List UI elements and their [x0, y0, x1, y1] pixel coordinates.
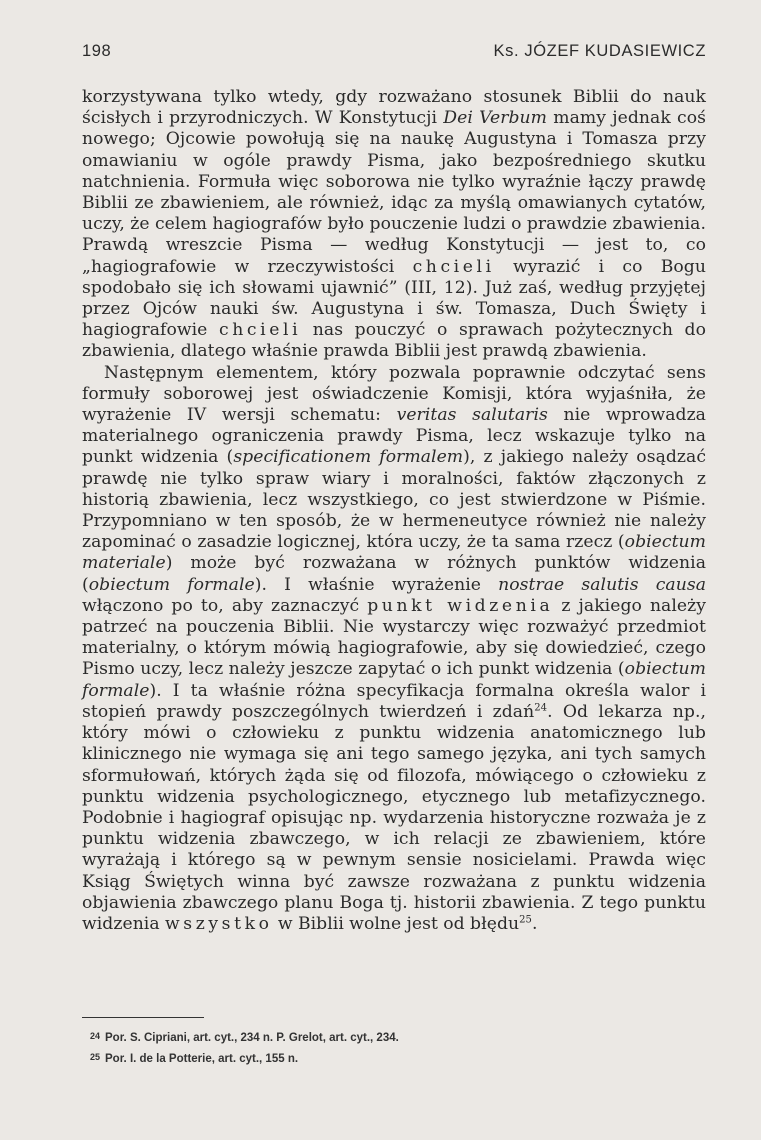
spaced-run: punkt widzenia [367, 595, 554, 616]
footnote-text: Por. S. Cipriani, art. cyt., 234 n. P. Grelot, art. cyt., 234. [105, 1032, 399, 1044]
text-run: wyrazić i co Bogu spodobało się ich słowami ujawnić” (III, 12). Już zaś, według przyjętej przez Ojców nauki św. Augustyna i św. Tomasza, Duch Święty i hagiografowie [82, 256, 706, 341]
text-run: ). I ta właśnie różna specyfikacja formalna określa walor i stopień prawdy poszczególnych twierdzeń i zdań [82, 680, 706, 722]
footnote-text: Por. I. de la Potterie, art. cyt., 155 n. [105, 1053, 299, 1065]
paragraph-2 [82, 363, 706, 935]
spaced-run: chcieli [218, 320, 302, 341]
footnote-ref-24[interactable]: 24 [534, 702, 548, 714]
text-run: nas pouczyć o sprawach pożytecznych do zbawienia, dlatego właśnie prawda Biblii jest prawdą zbawienia. [82, 320, 707, 362]
text-run: ) może być rozważana w różnych punktów widzenia ( [82, 553, 706, 595]
text-run: z jakiego należy patrzeć na pouczenia Biblii. Nie wystarczy więc rozważyć przedmiot materialny, o którym mówią hagiografowie, aby się dowiedzieć, czego Pismo uczy, lecz należy jeszcze zapytać o ich punkt widzenia ( [82, 595, 706, 680]
italic-run: specificationem formalem [233, 447, 464, 468]
italic-run: nostrae salutis causa [498, 574, 706, 595]
footnote-24 [82, 1027, 682, 1048]
text-run: korzystywana tylko wtedy, gdy rozważano stosunek Biblii do nauk ścisłych i przyrodniczych. W Konstytucji [82, 87, 706, 129]
footnote-number: 25 [90, 1052, 101, 1062]
text-run: . Od lekarza np., który mówi o człowieku z punktu widzenia anatomicznego lub klinicznego nie wymaga się ani tego samego języka, ani tych samych sformułowań, których żąda się od filozofa, mówiącego o człowieku z punktu widzenia psychologicznego, etycznego lub metafizycznego. Podobnie i hagiograf opisując np. wydarzenia historyczne rozważa je z punktu widzenia zbawczego, w ich relacji ze zbawieniem, które wyrażają i którego są w pewnym sensie nosicielami. Prawda więc Ksiąg Świętych winna być zawsze rozważana z punktu widzenia objawienia zbawczego planu Boga tj. historii zbawienia. Z tego punktu widzenia [82, 701, 707, 934]
italic-run: obiectum formale [82, 659, 706, 701]
page-header [82, 42, 706, 66]
paragraph-1 [82, 87, 706, 363]
text-run: nie wprowadza materialnego ograniczenia prawdy Pisma, lecz wskazuje tylko na punkt widzenia ( [82, 405, 706, 468]
text-run: ). I właśnie wyrażenie [254, 574, 499, 595]
text-run: w Biblii wolne jest od błędu [272, 913, 520, 934]
text-run: włączono po to, aby zaznaczyć [82, 595, 368, 616]
text-run: Następnym elementem, który pozwala poprawnie odczytać sens formuły soborowej jest oświadczenie Komisji, która wyjaśniła, że wyrażenie IV wersji schematu: [82, 362, 706, 426]
spaced-run: wszystko [164, 913, 273, 934]
italic-run: obiectum materiale [82, 532, 706, 574]
running-head: Ks. JÓZEF KUDASIEWICZ [493, 42, 706, 60]
italic-run: veritas salutaris [396, 405, 548, 426]
text-run: mamy jednak coś nowego; Ojcowie powołują się na naukę Augustyna i Tomasza przy omawianiu w ogóle prawdy Pisma, jako bezpośredniego skutku natchnienia. Formuła więc soborowa nie tylko wyraźnie łączy prawdę Biblii ze zbawieniem, ale również, idąc za myślą omawianych cytatów, uczy, że celem hagiografów było pouczenie ludzi o prawdzie zbawienia. Prawdą wreszcie Pisma — według Konstytucji — jest to, co „hagiografowie w rzeczywistości [82, 108, 707, 277]
text-run: ), z jakiego należy osądzać prawdę nie tylko spraw wiary i moralności, faktów złączonych z historią zbawienia, lecz wszystkiego, co jest stwierdzone w Piśmie. Przypomniano w ten sposób, że w hermeneutyce również nie należy zapominać o zasadzie logicznej, która uczy, że ta sama rzecz ( [82, 447, 706, 553]
spaced-run: chcieli [412, 256, 495, 277]
footnote-divider [82, 1017, 204, 1018]
body-text [82, 87, 706, 935]
footnote-25 [82, 1048, 682, 1069]
footnote-ref-25[interactable]: 25 [519, 914, 532, 926]
italic-run: obiectum formale [88, 574, 255, 595]
footnote-number: 24 [90, 1031, 101, 1041]
text-run: . [531, 913, 538, 934]
footnotes [82, 1027, 682, 1069]
page-number: 198 [82, 42, 112, 60]
italic-run: Dei Verbum [443, 108, 548, 129]
